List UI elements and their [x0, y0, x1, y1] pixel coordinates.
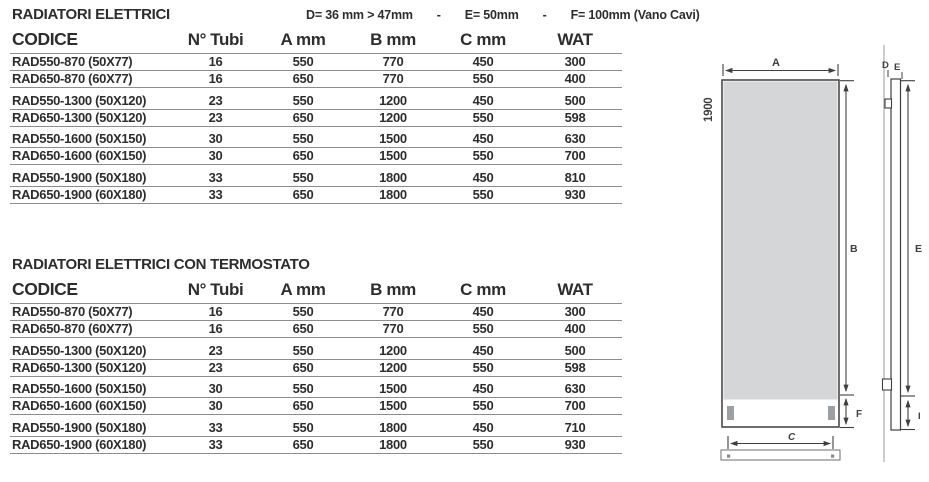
value-cell: 450 — [438, 304, 528, 321]
code-cell: RAD550-1300 (50X120) — [10, 343, 173, 360]
table-row — [10, 343, 622, 360]
table-row — [10, 381, 622, 398]
value-cell: 30 — [173, 398, 258, 415]
section-radiatori-con-termostato — [10, 256, 624, 454]
column-header: A mm — [258, 279, 348, 304]
value-cell: 550 — [258, 170, 348, 187]
radiators-table — [10, 29, 622, 204]
value-cell: 550 — [438, 398, 528, 415]
front-view — [722, 80, 839, 427]
dimension-b — [840, 81, 854, 395]
dimension-d-label: D — [882, 60, 889, 71]
value-cell: 770 — [348, 304, 438, 321]
code-cell: RAD650-1900 (60X180) — [10, 436, 173, 453]
value-cell: 550 — [438, 109, 528, 126]
value-cell: 1800 — [348, 436, 438, 453]
dimension-a — [723, 64, 838, 76]
value-cell: 500 — [528, 93, 622, 110]
table-row — [10, 131, 622, 148]
value-cell: 770 — [348, 321, 438, 338]
wall-bracket-bar — [721, 450, 840, 460]
side-bracket-top — [885, 99, 892, 108]
dimension-f-label: F — [856, 409, 863, 420]
value-cell: 23 — [173, 359, 258, 376]
overall-height-label: 1900 — [703, 97, 715, 122]
value-cell: 550 — [258, 420, 348, 437]
value-cell: 400 — [528, 71, 622, 88]
dimension-e-height — [901, 81, 915, 396]
value-cell: 550 — [258, 343, 348, 360]
dimension-b-label: B — [850, 243, 858, 255]
section-radiatori-elettrici — [10, 6, 700, 204]
value-cell: 550 — [438, 359, 528, 376]
value-cell: 30 — [173, 131, 258, 148]
value-cell: 930 — [528, 186, 622, 203]
value-cell: 650 — [258, 436, 348, 453]
value-cell: 630 — [528, 131, 622, 148]
value-cell: 650 — [258, 321, 348, 338]
value-cell: 550 — [438, 186, 528, 203]
value-cell: 450 — [438, 54, 528, 71]
table-row — [10, 93, 622, 110]
column-header: C mm — [438, 279, 528, 304]
value-cell: 700 — [528, 148, 622, 165]
value-cell: 650 — [258, 186, 348, 203]
value-cell: 550 — [258, 54, 348, 71]
table-row — [10, 398, 622, 415]
table-row — [10, 54, 622, 71]
code-cell: RAD650-1600 (60X150) — [10, 398, 173, 415]
legend-f: F= 100mm (Vano Cavi) — [570, 8, 700, 22]
table-row — [10, 71, 622, 88]
column-header: B mm — [348, 29, 438, 54]
value-cell: 550 — [258, 93, 348, 110]
value-cell: 1200 — [348, 359, 438, 376]
value-cell: 30 — [173, 148, 258, 165]
value-cell: 930 — [528, 436, 622, 453]
value-cell: 30 — [173, 381, 258, 398]
side-view — [883, 45, 901, 462]
value-cell: 16 — [173, 71, 258, 88]
dimension-side-bottom — [901, 401, 915, 430]
value-cell: 1800 — [348, 170, 438, 187]
value-cell: 550 — [438, 71, 528, 88]
value-cell: 450 — [438, 93, 528, 110]
value-cell: 1500 — [348, 148, 438, 165]
value-cell: 810 — [528, 170, 622, 187]
dimension-a-label: A — [772, 57, 780, 69]
code-cell: RAD650-1300 (50X120) — [10, 359, 173, 376]
column-header: N° Tubi — [173, 279, 258, 304]
column-header: N° Tubi — [173, 29, 258, 54]
value-cell: 1200 — [348, 93, 438, 110]
value-cell: 33 — [173, 170, 258, 187]
column-header: CODICE — [10, 279, 173, 304]
value-cell: 700 — [528, 398, 622, 415]
code-cell: RAD650-1900 (60X180) — [10, 186, 173, 203]
table-row — [10, 148, 622, 165]
table-row — [10, 359, 622, 376]
radiator-dimension-diagram — [690, 0, 929, 482]
radiator-foot-left — [727, 406, 734, 420]
code-cell: RAD650-1300 (50X120) — [10, 109, 173, 126]
value-cell: 1800 — [348, 186, 438, 203]
header-row — [10, 29, 622, 54]
value-cell: 598 — [528, 359, 622, 376]
value-cell: 400 — [528, 321, 622, 338]
code-cell: RAD550-870 (50X77) — [10, 54, 173, 71]
value-cell: 23 — [173, 93, 258, 110]
dimensions-legend — [306, 8, 700, 22]
table-row — [10, 420, 622, 437]
value-cell: 630 — [528, 381, 622, 398]
table-row — [10, 321, 622, 338]
value-cell: 16 — [173, 54, 258, 71]
code-cell: RAD650-870 (60X77) — [10, 321, 173, 338]
value-cell: 598 — [528, 109, 622, 126]
table-row — [10, 109, 622, 126]
side-panel-profile — [891, 79, 901, 430]
value-cell: 650 — [258, 148, 348, 165]
dimension-side-bottom-label: I — [918, 411, 921, 422]
value-cell: 770 — [348, 54, 438, 71]
bracket-hole-left — [727, 455, 730, 458]
value-cell: 1500 — [348, 131, 438, 148]
value-cell: 550 — [438, 148, 528, 165]
code-cell: RAD650-1600 (60X150) — [10, 148, 173, 165]
header-row — [10, 279, 622, 304]
value-cell: 550 — [258, 381, 348, 398]
value-cell: 710 — [528, 420, 622, 437]
radiator-foot-right — [828, 406, 835, 420]
code-cell: RAD550-1600 (50X150) — [10, 131, 173, 148]
value-cell: 650 — [258, 359, 348, 376]
code-cell: RAD550-1600 (50X150) — [10, 381, 173, 398]
table-row — [10, 436, 622, 453]
value-cell: 450 — [438, 170, 528, 187]
code-cell: RAD550-1300 (50X120) — [10, 93, 173, 110]
value-cell: 23 — [173, 343, 258, 360]
value-cell: 33 — [173, 420, 258, 437]
value-cell: 770 — [348, 71, 438, 88]
value-cell: 550 — [258, 304, 348, 321]
legend-separator: - — [436, 8, 441, 22]
value-cell: 16 — [173, 321, 258, 338]
value-cell: 650 — [258, 71, 348, 88]
value-cell: 16 — [173, 304, 258, 321]
column-header: WAT — [528, 279, 622, 304]
value-cell: 450 — [438, 343, 528, 360]
side-bracket-bottom — [883, 379, 892, 390]
legend-e: E= 50mm — [464, 8, 519, 22]
code-cell: RAD650-870 (60X77) — [10, 71, 173, 88]
column-header: A mm — [258, 29, 348, 54]
value-cell: 1200 — [348, 343, 438, 360]
radiators-thermostat-table — [10, 279, 622, 454]
table1-title: RADIATORI ELETTRICI — [12, 6, 170, 23]
dimension-c-label: C — [788, 432, 796, 443]
legend-d: D= 36 mm > 47mm — [306, 8, 413, 22]
code-cell: RAD550-1900 (50X180) — [10, 420, 173, 437]
value-cell: 550 — [438, 321, 528, 338]
value-cell: 450 — [438, 420, 528, 437]
value-cell: 1200 — [348, 109, 438, 126]
table2-title: RADIATORI ELETTRICI CON TERMOSTATO — [12, 256, 310, 273]
value-cell: 23 — [173, 109, 258, 126]
value-cell: 1500 — [348, 381, 438, 398]
table-row — [10, 304, 622, 321]
table-row — [10, 186, 622, 203]
column-header: B mm — [348, 279, 438, 304]
column-header: CODICE — [10, 29, 173, 54]
value-cell: 300 — [528, 304, 622, 321]
value-cell: 550 — [258, 131, 348, 148]
dimension-f — [840, 399, 854, 428]
code-cell: RAD550-1900 (50X180) — [10, 170, 173, 187]
value-cell: 650 — [258, 109, 348, 126]
front-panel-fill — [724, 82, 838, 400]
value-cell: 650 — [258, 398, 348, 415]
value-cell: 33 — [173, 436, 258, 453]
value-cell: 500 — [528, 343, 622, 360]
value-cell: 300 — [528, 54, 622, 71]
value-cell: 450 — [438, 381, 528, 398]
value-cell: 1500 — [348, 398, 438, 415]
bracket-hole-right — [831, 455, 834, 458]
column-header: WAT — [528, 29, 622, 54]
value-cell: 550 — [438, 436, 528, 453]
value-cell: 33 — [173, 186, 258, 203]
dimension-e-gap-label: E — [894, 62, 901, 73]
dimension-c — [728, 436, 833, 449]
table-row — [10, 170, 622, 187]
legend-separator: - — [542, 8, 547, 22]
column-header: C mm — [438, 29, 528, 54]
dimension-e-height-label: E — [915, 243, 923, 255]
code-cell: RAD550-870 (50X77) — [10, 304, 173, 321]
value-cell: 1800 — [348, 420, 438, 437]
value-cell: 450 — [438, 131, 528, 148]
